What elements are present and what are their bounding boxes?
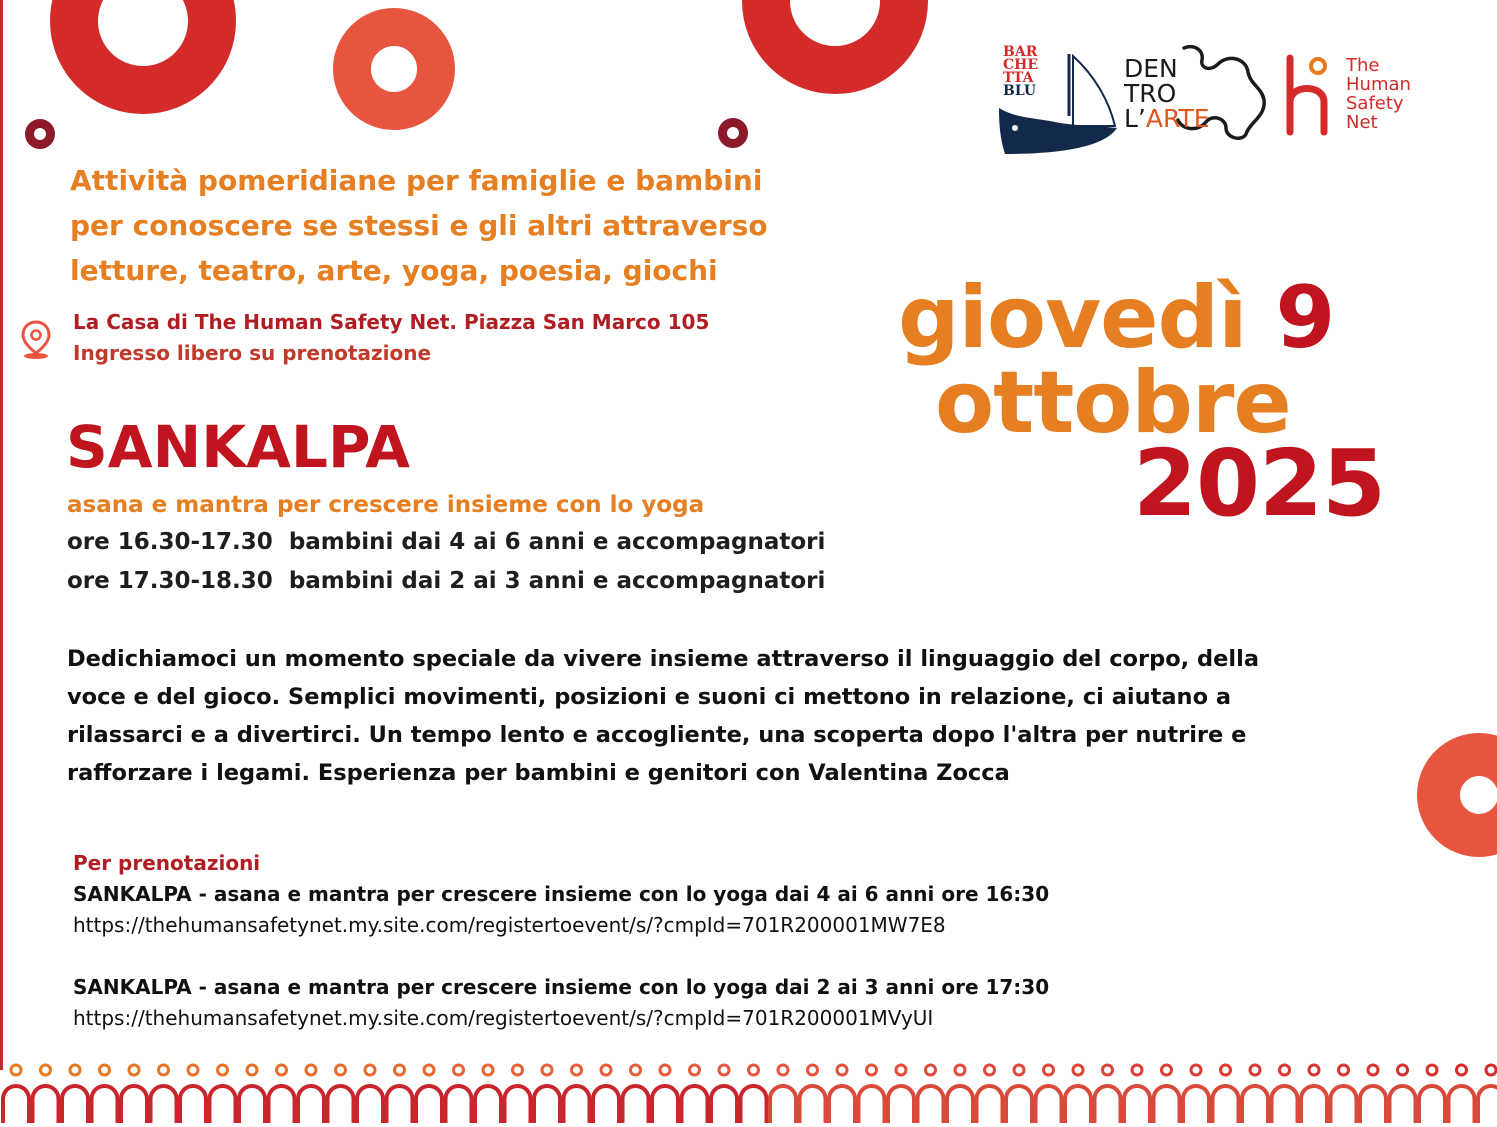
location-address: La Casa di The Human Safety Net. Piazza San Marco 105 [73, 310, 710, 334]
border-dot [365, 1065, 375, 1075]
description-line: Dedichiamoci un momento speciale da vivere insieme attraverso il linguaggio del corpo, della [67, 646, 1260, 672]
border-dot [454, 1065, 464, 1075]
border-dot [336, 1065, 346, 1075]
headline [70, 158, 870, 293]
border-arch [888, 1086, 914, 1123]
border-arch [239, 1086, 265, 1123]
border-arch [534, 1086, 560, 1123]
barchetta-logo-line: BLU [1003, 83, 1037, 99]
border-dot [867, 1065, 877, 1075]
border-dot [395, 1065, 405, 1075]
hsn-logo-line: The [1346, 55, 1380, 76]
bottom-decorative-border [0, 1055, 1497, 1127]
border-dot [1221, 1065, 1231, 1075]
decor-circle-large-right [742, 0, 928, 94]
border-arch [1272, 1086, 1298, 1123]
border-arch [1360, 1086, 1386, 1123]
border-arch [475, 1086, 501, 1123]
border-dot [1457, 1065, 1467, 1075]
decor-dot-left [25, 119, 55, 149]
border-arch [593, 1086, 619, 1123]
event-slot: ore 16.30-17.30 bambini dai 4 ai 6 anni e accompagnatori [67, 529, 826, 555]
border-arch [859, 1086, 885, 1123]
border-arch [947, 1086, 973, 1123]
border-dot [631, 1065, 641, 1075]
border-dot [277, 1065, 287, 1075]
decor-circle-right-edge [1417, 733, 1497, 857]
border-dot [70, 1065, 80, 1075]
border-arch [210, 1086, 236, 1123]
border-arch [623, 1086, 649, 1123]
border-dot [1280, 1065, 1290, 1075]
border-arch [1449, 1086, 1475, 1123]
border-arch [387, 1086, 413, 1123]
dentro-logo-prefix: L’ [1124, 104, 1146, 133]
barchetta-logo-line: BAR [1003, 44, 1038, 60]
border-dot [483, 1065, 493, 1075]
booking-section [73, 848, 1173, 1034]
event-date-day [898, 268, 1335, 368]
booking-item-title: SANKALPA - asana e mantra per crescere insieme con lo yoga dai 4 ai 6 anni ore 16:30 [73, 882, 1050, 906]
border-dot [955, 1065, 965, 1075]
border-dot [218, 1065, 228, 1075]
border-dot [1014, 1065, 1024, 1075]
border-arch [711, 1086, 737, 1123]
event-title: SANKALPA [66, 413, 411, 481]
border-arch [1065, 1086, 1091, 1123]
border-dot [159, 1065, 169, 1075]
border-arch [62, 1086, 88, 1123]
border-dot [247, 1065, 257, 1075]
border-arch [1006, 1086, 1032, 1123]
border-arch [1419, 1086, 1445, 1123]
dentro-logo-accent: ARTE [1145, 104, 1210, 133]
border-arch [121, 1086, 147, 1123]
border-dot [778, 1065, 788, 1075]
border-dot [749, 1065, 759, 1075]
human-safety-net-logo [1284, 54, 1434, 139]
border-dot [926, 1065, 936, 1075]
border-dot [542, 1065, 552, 1075]
border-arch [505, 1086, 531, 1123]
event-slot: ore 17.30-18.30 bambini dai 2 ai 3 anni e accompagnatori [67, 568, 826, 594]
decor-circle-mid [333, 8, 455, 130]
border-arch [1036, 1086, 1062, 1123]
border-arch [33, 1086, 59, 1123]
border-dot [129, 1065, 139, 1075]
barchetta-logo-line: TTA [1003, 70, 1034, 86]
headline-line: letture, teatro, arte, yoga, poesia, giochi [70, 254, 718, 287]
location-note: Ingresso libero su prenotazione [73, 341, 432, 365]
description-line: rilassarci e a divertirci. Un tempo lento e accogliente, una scoperta dopo l'altra per nutrire e [67, 722, 1247, 748]
headline-line: Attività pomeridiane per famiglie e bambini [70, 164, 763, 197]
border-dot [1191, 1065, 1201, 1075]
border-arch [1390, 1086, 1416, 1123]
border-arch [770, 1086, 796, 1123]
border-dot [837, 1065, 847, 1075]
dentro-logo-line: TRO [1124, 79, 1177, 108]
border-arch [416, 1086, 442, 1123]
border-dot [1339, 1065, 1349, 1075]
border-arch [357, 1086, 383, 1123]
border-dot [896, 1065, 906, 1075]
event-weekday: giovedì [898, 268, 1247, 368]
border-dot [601, 1065, 611, 1075]
border-dot [1073, 1065, 1083, 1075]
description-line: voce e del gioco. Semplici movimenti, posizioni e suoni ci mettono in relazione, ci aiutano a [67, 684, 1232, 710]
decor-circle-large-left [50, 0, 236, 114]
border-arch [829, 1086, 855, 1123]
border-dot [1398, 1065, 1408, 1075]
border-arch [1124, 1086, 1150, 1123]
event-month: ottobre [935, 353, 1291, 453]
border-arch [92, 1086, 118, 1123]
barchetta-blu-logo [995, 46, 1120, 156]
border-arch [1478, 1086, 1497, 1123]
border-arch [1213, 1086, 1239, 1123]
border-dot [1486, 1065, 1496, 1075]
border-arch [151, 1086, 177, 1123]
hsn-logo-line: Net [1346, 112, 1378, 133]
event-subtitle: asana e mantra per crescere insieme con lo yoga [67, 492, 705, 518]
border-dot [660, 1065, 670, 1075]
border-dot [690, 1065, 700, 1075]
border-dot [1044, 1065, 1054, 1075]
hsn-logo-line: Human [1346, 74, 1411, 95]
border-arch [180, 1086, 206, 1123]
booking-link[interactable]: https://thehumansafetynet.my.site.com/registertoevent/s/?cmpId=701R200001MVyUI [73, 1006, 934, 1030]
border-dot [1368, 1065, 1378, 1075]
booking-link[interactable]: https://thehumansafetynet.my.site.com/registertoevent/s/?cmpId=701R200001MW7E8 [73, 913, 946, 937]
border-dot [306, 1065, 316, 1075]
border-arch [682, 1086, 708, 1123]
border-dot [1103, 1065, 1113, 1075]
border-dot [985, 1065, 995, 1075]
headline-line: per conoscere se stessi e gli altri attraverso [70, 209, 768, 242]
border-arch [1095, 1086, 1121, 1123]
border-dot [513, 1065, 523, 1075]
hsn-logo-line: Safety [1346, 93, 1404, 114]
border-arch [800, 1086, 826, 1123]
map-pin-icon [20, 320, 52, 364]
border-arch [298, 1086, 324, 1123]
border-arch [269, 1086, 295, 1123]
description-line: rafforzare i legami. Esperienza per bambini e genitori con Valentina Zocca [67, 760, 1010, 786]
border-dot [424, 1065, 434, 1075]
hsn-h-mark-icon [1284, 54, 1340, 136]
border-arch [977, 1086, 1003, 1123]
border-dot [1309, 1065, 1319, 1075]
border-dot [11, 1065, 21, 1075]
border-arch [3, 1086, 29, 1123]
dentro-larte-logo [1122, 42, 1268, 142]
border-arch [1154, 1086, 1180, 1123]
border-dot [1250, 1065, 1260, 1075]
border-arch [652, 1086, 678, 1123]
border-arch [328, 1086, 354, 1123]
border-dot [188, 1065, 198, 1075]
event-year: 2025 [1133, 430, 1386, 537]
border-arch [564, 1086, 590, 1123]
border-dot [100, 1065, 110, 1075]
border-dot [41, 1065, 51, 1075]
border-arch [918, 1086, 944, 1123]
border-dot [1162, 1065, 1172, 1075]
booking-label: Per prenotazioni [73, 851, 261, 875]
booking-item-title: SANKALPA - asana e mantra per crescere insieme con lo yoga dai 2 ai 3 anni ore 17:30 [73, 975, 1050, 999]
dentro-logo-line: DEN [1124, 54, 1178, 83]
barchetta-logo-line: CHE [1003, 57, 1039, 73]
border-dot [1427, 1065, 1437, 1075]
border-arch [741, 1086, 767, 1123]
border-dot [572, 1065, 582, 1075]
decor-dot-right [718, 118, 748, 148]
event-description [67, 640, 1357, 792]
border-arch [1331, 1086, 1357, 1123]
location-block [73, 307, 709, 369]
border-arch [1183, 1086, 1209, 1123]
border-dot [808, 1065, 818, 1075]
border-dot [1132, 1065, 1142, 1075]
border-dot [719, 1065, 729, 1075]
border-arch [1301, 1086, 1327, 1123]
border-arch [446, 1086, 472, 1123]
event-day-number: 9 [1275, 268, 1335, 368]
border-arch [1242, 1086, 1268, 1123]
left-border-line [0, 0, 3, 1070]
